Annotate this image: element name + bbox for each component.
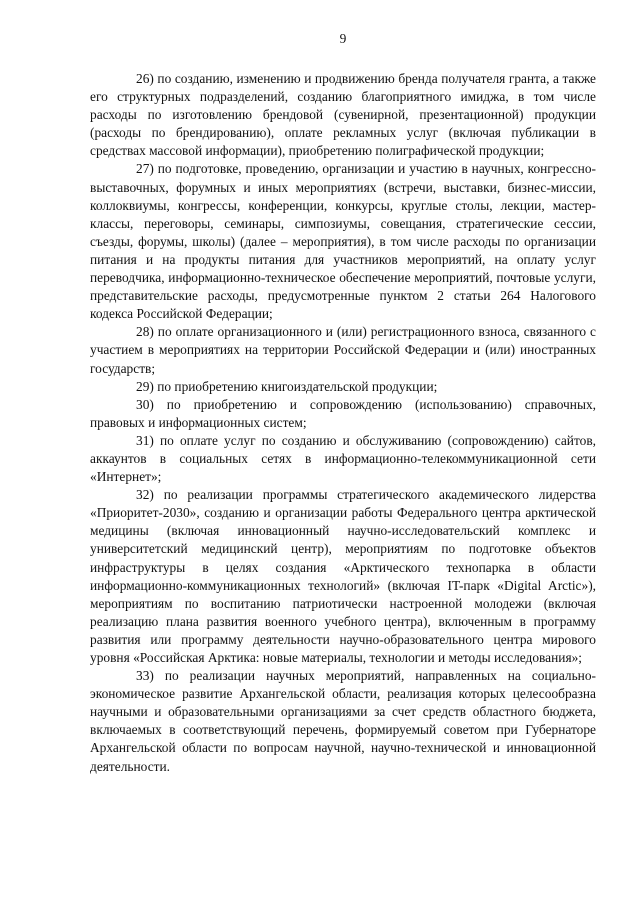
paragraph-item-30: 30) по приобретению и сопровождению (использованию) справочных, правовых и информационных систем; (90, 396, 596, 430)
paragraph-item-31: 31) по оплате услуг по созданию и обслуживанию (сопровождению) сайтов, аккаунтов в социальных сетях в информационно-телекоммуникационной сети «Интернет»; (90, 432, 596, 485)
document-page (90, 30, 596, 776)
paragraph-item-33: 33) по реализации научных мероприятий, направленных на социально-экономическое развитие Архангельской области, реализация которых целесообразна научными и образовательными организациями за счет средств областного бюджета, включаемых в соответствующий перечень, формируемый советом при Губернаторе Архангельской области по вопросам научной, научно-технической и инновационной деятельности. (90, 668, 596, 774)
page-number: 9 (339, 31, 347, 46)
paragraph-item-28: 28) по оплате организационного и (или) регистрационного взноса, связанного с участием в мероприятиях на территории Российской Федерации и (или) иностранных государств; (90, 324, 596, 376)
paragraph-item-32: 32) по реализации программы стратегического академического лидерства «Приоритет-2030», созданию и организации работы Федерального центра арктической медицины (включая инновационный научно-исследовательский комплекс и университетский медицинский центр), мероприятиям по подготовке объектов инфраструктуры в целях создания «Арктического технопарка в области информационно-коммуникационных технологий» (включая IT-парк «Digital Arctic»), мероприятиям по воспитанию патриотически настроенной молодежи (включая реализацию плана развития военного учебного центра), включенным в программу развития или программу деятельности научно-образовательного центра мирового уровня «Российская Арктика: новые материалы, технологии и методы исследования»; (90, 487, 596, 665)
paragraph-item-26: 26) по созданию, изменению и продвижению бренда получателя гранта, а также его структурных подразделений, созданию благоприятного имиджа, в том числе расходы по изготовлению брендовой (сувенирной, презентационной) продукции (расходы по брендированию), оплате рекламных услуг (включая публикации в средствах массовой информации), приобретению полиграфической продукции; (90, 71, 596, 159)
paragraph-item-27: 27) по подготовке, проведению, организации и участию в научных, конгрессно-выставочных, форумных и иных мероприятиях (встречи, выставки, бизнес-миссии, коллоквиумы, конгрессы, конференции, конкурсы, круглые столы, лекции, мастер-классы, переговоры, семинары, симпозиумы, совещания, стратегические сессии, съезды, форумы, школы) (далее – мероприятия), в том числе расходы по организации питания и на продукты питания для участников мероприятий, на оплату услуг переводчика, информационно-техническое обеспечение мероприятий, почтовые услуги, представительские расходы, предусмотренные пунктом 2 статьи 264 Налогового кодекса Российской Федерации; (90, 161, 596, 322)
paragraph-item-29: 29) по приобретению книгоиздательской продукции; (136, 378, 438, 394)
